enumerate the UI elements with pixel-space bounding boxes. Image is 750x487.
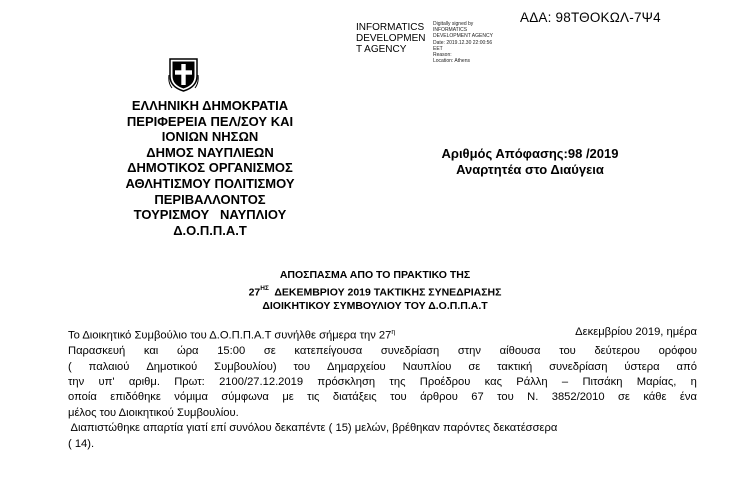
signature-meta-line: Location: Athens	[433, 58, 470, 65]
issuer-line: ΤΟΥΡΙΣΜΟΥ ΝΑΥΠΛΙΟΥ	[133, 207, 287, 223]
decision-info	[430, 146, 630, 177]
heading-line: ΑΠΟΣΠΑΣΜΑ ΑΠΟ ΤΟ ΠΡΑΚΤΙΚΟ ΤΗΣ	[279, 269, 471, 281]
heading-day: 27	[248, 286, 261, 298]
issuer-line: ΕΛΛΗΝΙΚΗ ΔΗΜΟΚΡΑΤΙΑ	[131, 98, 289, 113]
issuer-line: ΑΘΛΗΤΙΣΜΟΥ ΠΟΛΙΤΙΣΜΟΥ	[125, 175, 295, 191]
heading-day-suffix: ΗΣ	[260, 284, 269, 292]
decision-posting: Αναρτητέα στο Διαύγεια	[456, 161, 604, 177]
issuer-line: ΠΕΡΙΒΑΛΛΟΝΤΟΣ	[154, 191, 266, 207]
signature-meta-line: INFORMATICS	[433, 27, 468, 34]
issuing-authority	[60, 98, 360, 238]
issuer-line: Δ.Ο.Π.Π.Α.Τ	[173, 222, 247, 238]
body-line: μέλος του Διοικητικού Συμβουλίου.	[68, 406, 239, 419]
signature-organization	[356, 22, 428, 55]
issuer-line: ΔΗΜΟΣ ΝΑΥΠΛΙΕΩΝ	[146, 144, 274, 160]
body-line	[68, 390, 697, 405]
body-text: Παρασκευή και ώρα 15:00 σε κατεπείγουσα συνεδρίαση στην αίθουσα του δεύτερου ορόφου	[68, 345, 697, 358]
issuer-line: ΠΕΡΙΦΕΡΕΙΑ ΠΕΛ/ΣΟΥ ΚΑΙ	[126, 113, 294, 129]
signature-details	[433, 21, 523, 64]
body-line: Διαπιστώθηκε απαρτία γιατί επί συνόλου δεκαπέντε ( 15) μελών, βρέθηκαν παρόντες δεκατέσσερα	[68, 422, 558, 435]
signature-org-line: DEVELOPMEN	[356, 33, 426, 44]
signature-meta-line: DEVELOPMENT AGENCY	[433, 33, 493, 40]
coat-of-arms-icon	[168, 57, 199, 92]
body-text: Δεκεμβρίου 2019, ημέρα	[569, 326, 697, 338]
heading-line	[175, 283, 575, 300]
body-text: την υπ' αριθμ. Πρωτ: 2100/27.12.2019 πρόσκληση της Προέδρου κας Ράλλη – Πιτσάκη Μαρίας, η	[68, 375, 697, 388]
signature-meta-line: EET	[433, 45, 443, 52]
body-line	[68, 344, 697, 359]
body-line: ( 14).	[68, 437, 95, 450]
signature-meta-line: Digitally signed by	[433, 21, 474, 27]
minutes-heading	[175, 269, 575, 313]
signature-meta-line: Date: 2019.12.30 22:00:56	[433, 39, 493, 46]
heading-line: ΔΙΟΙΚΗΤΙΚΟΥ ΣΥΜΒΟΥΛΙΟΥ ΤΟΥ Δ.Ο.Π.Π.Α.Τ	[262, 299, 488, 312]
signature-meta-line: Reason:	[433, 52, 452, 59]
body-line	[68, 375, 697, 390]
signature-org-line: INFORMATICS	[356, 22, 425, 33]
body-line	[68, 325, 697, 344]
signature-org-line: T AGENCY	[356, 44, 407, 55]
issuer-line: ΔΗΜΟΤΙΚΟΣ ΟΡΓΑΝΙΣΜΟΣ	[127, 160, 293, 176]
ada-code: ΑΔΑ: 98ΤΘΟΚΩΛ-7Ψ4	[520, 10, 661, 25]
body-line	[68, 360, 697, 375]
body-day-suffix: η	[391, 329, 396, 336]
heading-session: ΔΕΚΕΜΒΡΙΟΥ 2019 ΤΑΚΤΙΚΗΣ ΣΥΝΕΔΡΙΑΣΗΣ	[268, 286, 502, 298]
body-text: οποία επιδόθηκε νόμιμα σύμφωνα με τις διατάξεις του άρθρου 67 του Ν. 3852/2010 σε κάθε ένα	[68, 391, 697, 404]
minutes-body	[68, 325, 697, 452]
body-text: ( παλαιού Δημοτικού Συμβουλίου) του Δημαρχείου Ναυπλίου σε τακτική συνεδρίαση ύστερα από	[68, 360, 697, 373]
issuer-line: ΙΟΝΙΩΝ ΝΗΣΩΝ	[161, 129, 259, 145]
body-line-start	[68, 325, 395, 344]
decision-number: Αριθμός Απόφασης:98 /2019	[441, 146, 619, 161]
body-text: Το Διοικητικό Συμβούλιο του Δ.Ο.Π.Π.Α.Τ συνήλθε σήμερα την 27	[68, 329, 392, 342]
